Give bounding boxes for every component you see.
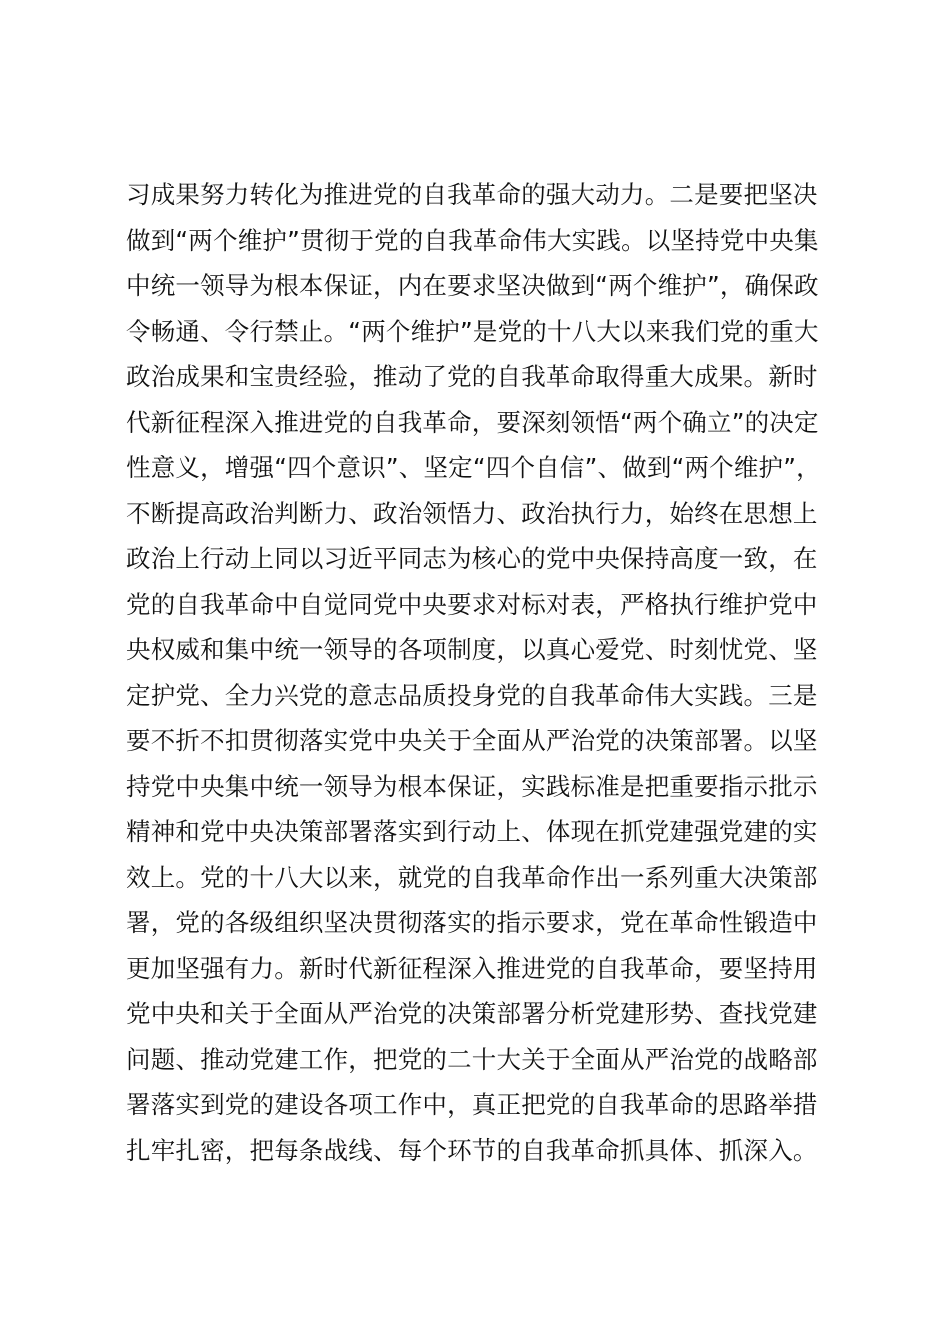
- paragraph-line: 精神和党中央决策部署落实到行动上、体现在抓党建强党建的实: [126, 817, 818, 846]
- paragraph-line: 性意义，增强“四个意识”、坚定“四个自信”、做到“两个维护”，: [126, 453, 821, 482]
- paragraph-line: 效上。党的十八大以来，就党的自我革命作出一系列重大决策部: [126, 862, 818, 892]
- paragraph-line: 扎牢扎密，把每条战线、每个环节的自我革命抓具体、抓深入。: [126, 1135, 818, 1165]
- paragraph-line: 代新征程深入推进党的自我革命，要深刻领悟“两个确立”的决定: [126, 407, 819, 437]
- body-paragraph: [126, 172, 846, 1173]
- paragraph-line: 令畅通、令行禁止。“两个维护”是党的十八大以来我们党的重大: [126, 316, 819, 346]
- paragraph-line: 做到“两个维护”贯彻于党的自我革命伟大实践。以坚持党中央集: [126, 225, 819, 255]
- paragraph-line: 要不折不扣贯彻落实党中央关于全面从严治党的决策部署。以坚: [126, 726, 818, 755]
- paragraph-line: 持党中央集中统一领导为根本保证，实践标准是把重要指示批示: [126, 771, 818, 801]
- paragraph-line: 政治成果和宝贵经验，推动了党的自我革命取得重大成果。新时: [126, 362, 818, 391]
- paragraph-line: 党中央和关于全面从严治党的决策部署分析党建形势、查找党建: [126, 999, 818, 1028]
- paragraph-line: 定护党、全力兴党的意志品质投身党的自我革命伟大实践。三是: [126, 680, 818, 710]
- paragraph-line: 不断提高政治判断力、政治领悟力、政治执行力，始终在思想上: [126, 498, 818, 528]
- paragraph-line: 署落实到党的建设各项工作中，真正把党的自我革命的思路举措: [126, 1090, 818, 1119]
- paragraph-line: 更加坚强有力。新时代新征程深入推进党的自我革命，要坚持用: [126, 953, 818, 983]
- paragraph-line: 政治上行动上同以习近平同志为核心的党中央保持高度一致，在: [126, 544, 818, 573]
- paragraph-line: 习成果努力转化为推进党的自我革命的强大动力。二是要把坚决: [126, 180, 818, 209]
- paragraph-line: 署，党的各级组织坚决贯彻落实的指示要求，党在革命性锻造中: [126, 908, 818, 937]
- paragraph-line: 中统一领导为根本保证，内在要求坚决做到“两个维护”，确保政: [126, 271, 819, 300]
- paragraph-line: 央权威和集中统一领导的各项制度，以真心爱党、时刻忧党、坚: [126, 635, 818, 664]
- paragraph-line: 党的自我革命中自觉同党中央要求对标对表，严格执行维护党中: [126, 589, 818, 619]
- paragraph-line: 问题、推动党建工作，把党的二十大关于全面从严治党的战略部: [126, 1044, 818, 1074]
